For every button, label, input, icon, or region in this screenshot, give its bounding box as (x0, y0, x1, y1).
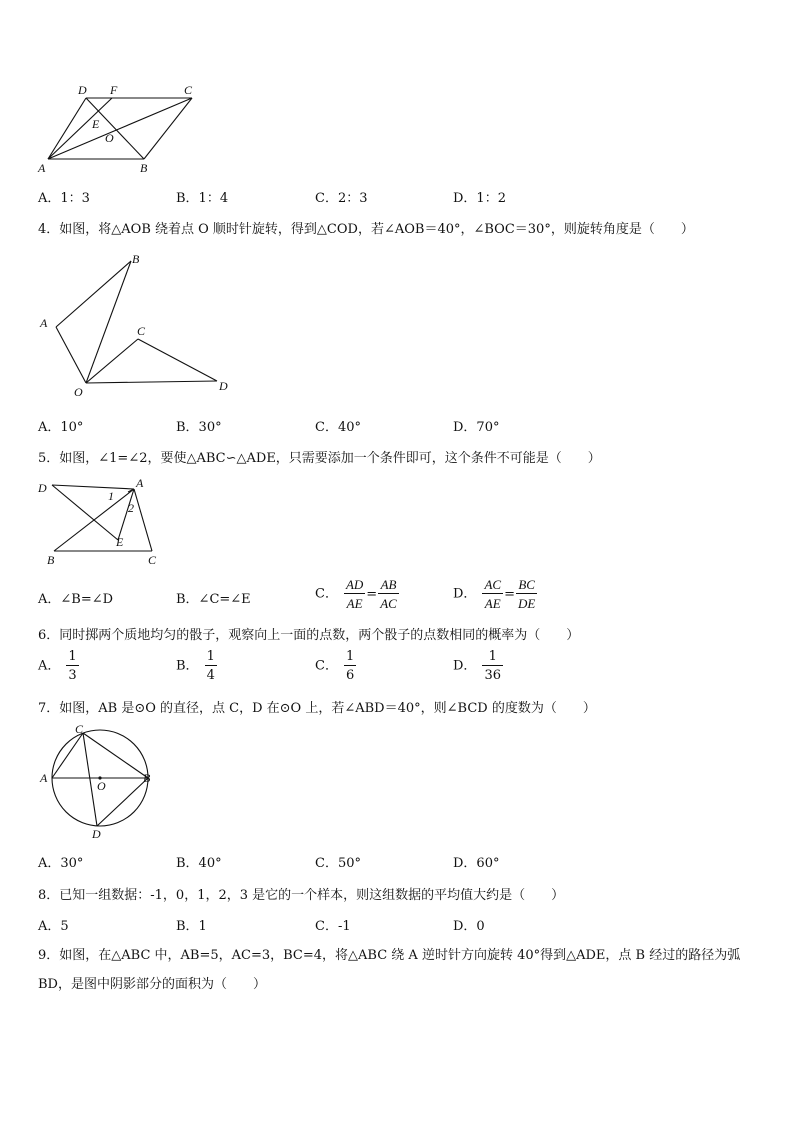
q8-text: 8．已知一组数据：-1，0，1，2，3 是它的一个样本，则这组数据的平均值大约是（ ） (38, 888, 565, 903)
q7-option-a[interactable]: A．30° (38, 856, 84, 871)
label-D: D (78, 83, 87, 97)
label-A: A (38, 161, 46, 175)
q8-option-b[interactable]: B．1 (176, 919, 207, 934)
fraction: $\frac{1}{4}$ (206, 649, 215, 683)
q9-text: 9．如图，在△ABC 中，AB=5，AC=3，BC=4，将△ABC 绕 A 逆时针方向旋转 40°得到△ADE，点 B 经过的路径为弧 BD，是图中阴影部分的面积为（ ） (38, 948, 741, 992)
parallelogram-diagram (34, 80, 204, 180)
fraction: $\frac{AD}{AE}$ (345, 577, 364, 611)
q8-option-a[interactable]: A．5 (38, 919, 69, 934)
q5-option-d[interactable]: D． $\frac{AC}{AE}$ = $\frac{BC}{DE}$ (453, 577, 536, 611)
q5-option-c[interactable]: C． $\frac{AD}{AE}$ = $\frac{AB}{AC}$ (315, 577, 397, 611)
q7-option-b[interactable]: B．40° (176, 856, 222, 871)
fraction: $\frac{1}{36}$ (484, 649, 501, 683)
option-label: D． (453, 586, 477, 602)
label-A: A (136, 476, 144, 490)
rotation-diagram (34, 250, 244, 400)
label-C: C (137, 324, 146, 338)
q3-figure (34, 80, 204, 180)
label-D: D (219, 379, 228, 393)
label-O: O (105, 131, 114, 145)
circle-diagram (34, 720, 164, 845)
q5-figure (34, 472, 174, 572)
q5-option-a[interactable]: A．∠B=∠D (38, 592, 114, 607)
fraction: $\frac{1}{3}$ (68, 649, 77, 683)
q5-option-b[interactable]: B．∠C=∠E (176, 592, 251, 607)
q3-option-d[interactable]: D．1：2 (453, 191, 506, 206)
label-B: B (132, 252, 140, 266)
label-A: A (40, 316, 48, 330)
q4-option-d[interactable]: D．70° (453, 420, 500, 435)
q8-option-d[interactable]: D．0 (453, 919, 485, 934)
q4-text: 4．如图，将△AOB 绕着点 O 顺时针旋转，得到△COD，若∠AOB＝40°，∠BOC＝30°，则旋转角度是（ ） (38, 222, 694, 237)
label-B: B (143, 771, 151, 785)
q6-option-d[interactable]: D． $\frac{1}{36}$ (453, 649, 501, 683)
q4-option-a[interactable]: A．10° (38, 420, 84, 435)
angle-1-label: 1 (108, 489, 114, 503)
label-D: D (38, 481, 47, 495)
label-D: D (92, 827, 101, 841)
fraction: $\frac{1}{6}$ (345, 649, 355, 683)
label-B: B (140, 161, 148, 175)
q6-option-c[interactable]: C． $\frac{1}{6}$ (315, 649, 355, 683)
q5-text: 5．如图，∠1=∠2，要使△ABC∽△ADE，只需要添加一个条件即可，这个条件不可能是（ ） (38, 451, 601, 466)
q4-figure (34, 250, 244, 400)
angle-2-label: 2 (128, 501, 134, 515)
q7-text: 7．如图，AB 是⊙O 的直径，点 C，D 在⊙O 上，若∠ABD＝40°，则∠BCD 的度数为（ ） (38, 701, 596, 716)
fraction: $\frac{BC}{DE}$ (517, 577, 536, 611)
fraction: $\frac{AB}{AC}$ (380, 577, 397, 611)
q6-text: 6．同时掷两个质地均匀的骰子，观察向上一面的点数，两个骰子的点数相同的概率为（ ） (38, 628, 580, 643)
q8-option-c[interactable]: C．-1 (315, 919, 351, 934)
option-label: C． (315, 586, 338, 602)
q7-option-c[interactable]: C．50° (315, 856, 361, 871)
label-A: A (40, 771, 48, 785)
fraction: $\frac{AC}{AE}$ (484, 577, 502, 611)
q4-option-c[interactable]: C．40° (315, 420, 361, 435)
similar-triangles-diagram (34, 472, 174, 572)
label-E: E (116, 535, 124, 549)
label-O: O (97, 779, 106, 793)
label-C: C (184, 83, 193, 97)
label-F: F (110, 83, 118, 97)
q7-option-d[interactable]: D．60° (453, 856, 500, 871)
label-E: E (92, 117, 100, 131)
label-B: B (47, 553, 55, 567)
label-C: C (148, 553, 157, 567)
label-O: O (74, 385, 83, 399)
q6-option-a[interactable]: A． $\frac{1}{3}$ (38, 649, 77, 683)
label-C: C (75, 722, 84, 736)
q3-option-c[interactable]: C．2：3 (315, 191, 368, 206)
q3-option-b[interactable]: B．1：4 (176, 191, 229, 206)
q3-option-a[interactable]: A．1：3 (38, 191, 90, 206)
q4-option-b[interactable]: B．30° (176, 420, 222, 435)
q6-option-b[interactable]: B． $\frac{1}{4}$ (176, 649, 215, 683)
q7-figure (34, 720, 164, 845)
